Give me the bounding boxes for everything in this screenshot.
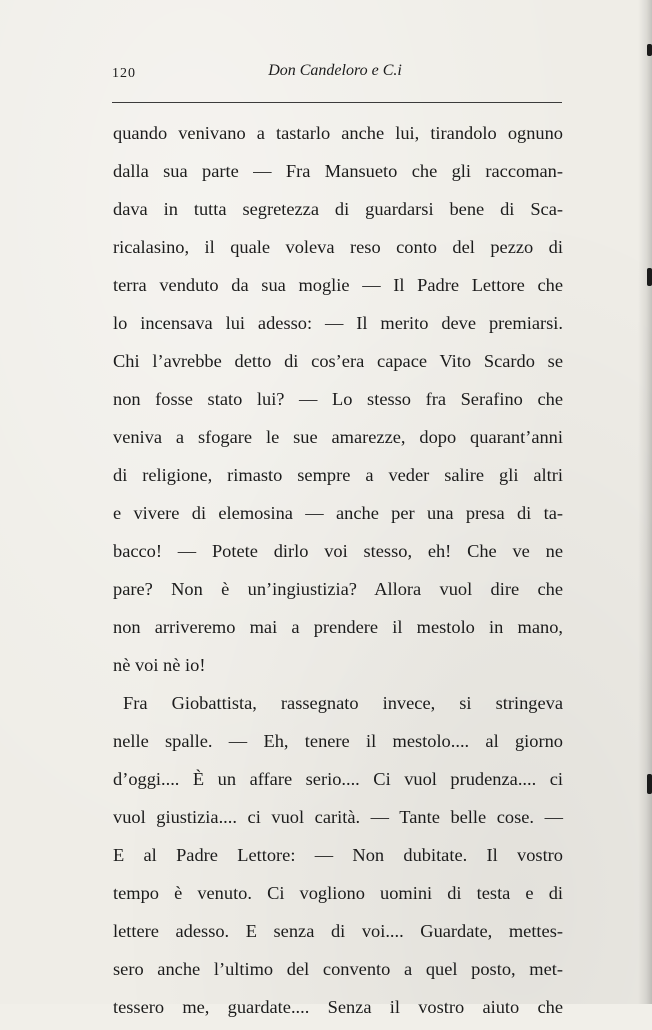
text-line: dalla sua parte — Fra Mansueto che gli raccoman- — [113, 161, 563, 181]
text-line: sero anche l’ultimo del convento a quel posto, met- — [113, 959, 563, 979]
text-line: nelle spalle. — Eh, tenere il mestolo.... al giorno — [113, 731, 563, 751]
margin-mark-middle — [647, 268, 652, 286]
body-text — [113, 118, 563, 1030]
text-line: e vivere di elemosina — anche per una presa di ta- — [113, 503, 563, 523]
text-line: E al Padre Lettore: — Non dubitate. Il vostro — [113, 845, 563, 865]
text-line: pare? Non è un’ingiustizia? Allora vuol dire che — [113, 579, 563, 599]
text-line: veniva a sfogare le sue amarezze, dopo quarant’anni — [113, 427, 563, 447]
header-rule — [112, 102, 562, 103]
text-line: Fra Giobattista, rassegnato invece, si stringeva — [123, 693, 563, 713]
text-line: non arriveremo mai a prendere il mestolo in mano, — [113, 617, 563, 637]
text-line: quando venivano a tastarlo anche lui, tirandolo ognuno — [113, 123, 563, 143]
text-line: nè voi nè io! — [113, 655, 206, 675]
text-line: di religione, rimasto sempre a veder salire gli altri — [113, 465, 563, 485]
text-line: Chi l’avrebbe detto di cos’era capace Vito Scardo se — [113, 351, 563, 371]
page-number: 120 — [112, 66, 136, 81]
text-line: vuol giustizia.... ci vuol carità. — Tante belle cose. — — [113, 807, 563, 827]
text-line: dava in tutta segretezza di guardarsi bene di Sca- — [113, 199, 563, 219]
text-line: terra venduto da sua moglie — Il Padre Lettore che — [113, 275, 563, 295]
text-line: d’oggi.... È un affare serio.... Ci vuol prudenza.... ci — [113, 769, 563, 789]
text-line: lo incensava lui adesso: — Il merito deve premiarsi. — [113, 313, 563, 333]
margin-mark-top — [647, 44, 652, 56]
page-edge-shadow — [638, 0, 652, 1004]
text-line: tessero me, guardate.... Senza il vostro aiuto che — [113, 997, 563, 1017]
text-line: non fosse stato lui? — Lo stesso fra Serafino che — [113, 389, 563, 409]
text-line: lettere adesso. E senza di voi.... Guardate, mettes- — [113, 921, 563, 941]
text-line: ricalasino, il quale voleva reso conto del pezzo di — [113, 237, 563, 257]
margin-mark-bottom — [647, 774, 652, 794]
running-title: Don Candeloro e C.i — [268, 62, 402, 79]
text-line: bacco! — Potete dirlo voi stesso, eh! Che ve ne — [113, 541, 563, 561]
text-line: tempo è venuto. Ci vogliono uomini di testa e di — [113, 883, 563, 903]
